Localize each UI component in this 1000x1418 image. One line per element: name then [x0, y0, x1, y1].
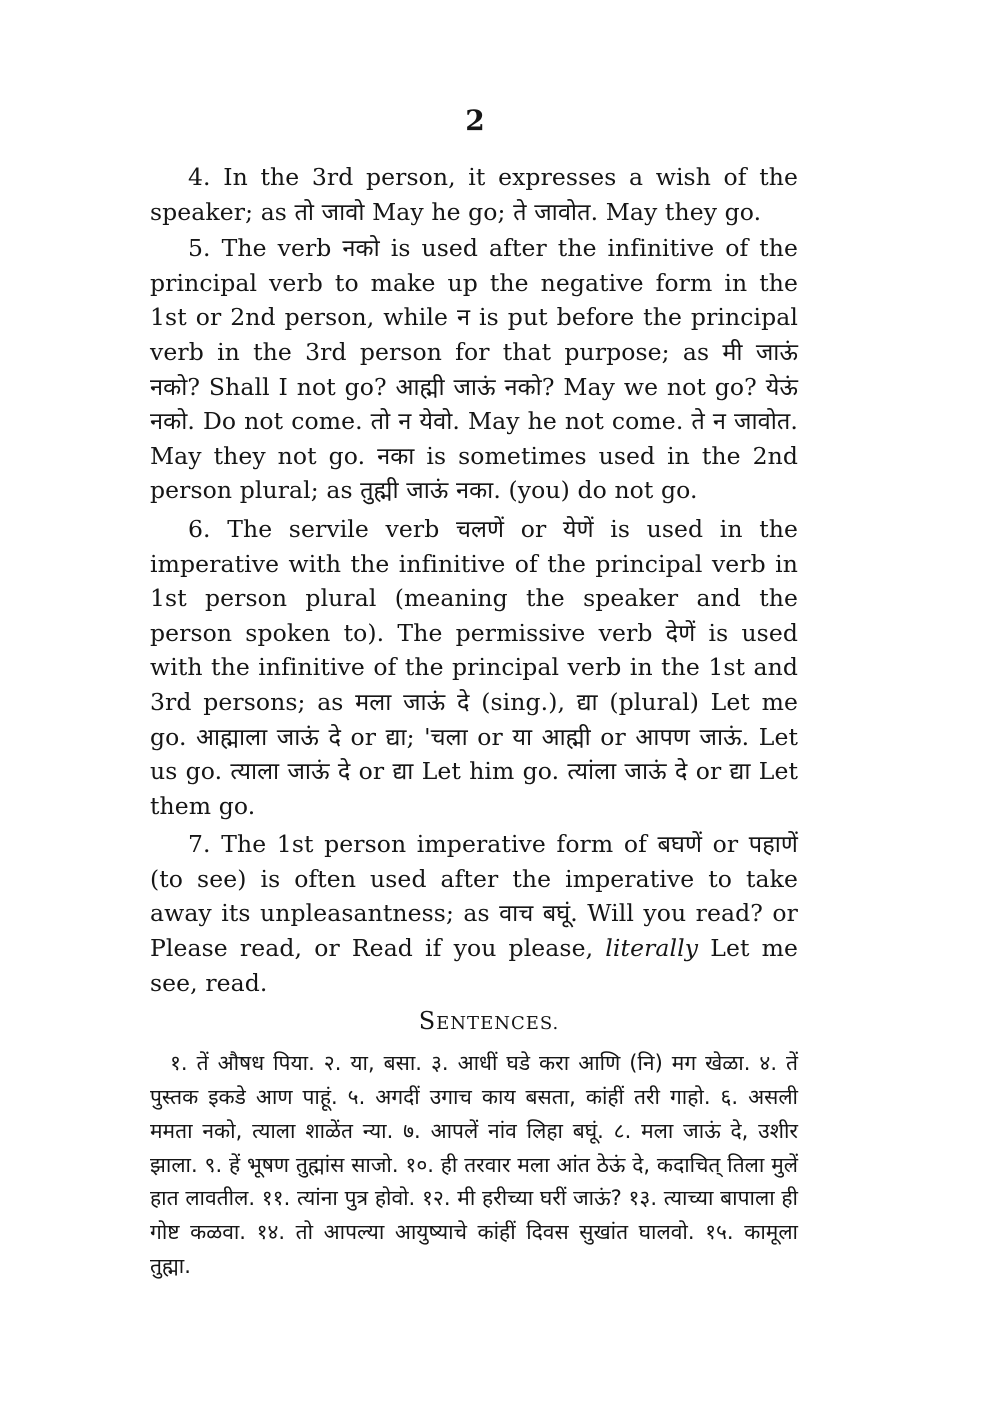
- page-number: 2: [465, 104, 485, 137]
- paragraph-6: 6. The servile verb चलणें or येणें is used in the imperative with the infinitive of the principal verb in 1st person plural (meaning the speaker and the person spoken to). The permissive verb देणें is used with the infinitive of the principal verb in the 1st and 3rd persons; as मला जाऊं दे (sing.), द्या (plural) Let me go. आह्माला जाऊं दे or द्या; 'चला or या आह्मी or आपण जाऊं. Let us go. त्याला जाऊं दे or द्या Let him go. त्यांला जाऊं दे or द्या Let them go.: [150, 514, 798, 820]
- paragraph-7-tail: Let me see, read.: [150, 934, 799, 997]
- marathi-sentences: १. तें औषध पिया. २. या, बसा. ३. आधीं घडे करा आणि (नि) मग खेळा. ४. तें पुस्तक इकडे आण पाहूं. ५. अगदीं उगाच काय बसता, कांहीं तरी गाहो. ६. असली ममता नको, त्याला शाळेंत न्या. ७. आपलें नांव लिहा बघूं. ८. मला जाऊं दे, उशीर झाला. ९. हें भूषण तुह्मांस साजो. १०. ही तरवार मला आंत ठेऊं दे, कदाचित् तिला मुलें हात लावतील. ११. त्यांना पुत्र होवो. १२. मी हरीच्या घरीं जाऊं? १३. त्याच्या बापाला ही गोष्ट कळवा. १४. तो आपल्या आयुष्याचे कांहीं दिवस सुखांत घालवो. १५. कामूला तुह्मा.: [150, 1051, 798, 1279]
- sentences-heading-text: SENTENCES.: [418, 1007, 560, 1036]
- paragraph-4: 4. In the 3rd person, it expresses a wish of the speaker; as तो जावो May he go; ते जावोत. May they go.: [150, 163, 798, 226]
- paragraph-7-text: 7. The 1st person imperative form of बघणें or पहाणें (to see) is often used after the imperative to take away its unpleasantness; as वाच बघूं. Will you read? or Please read, or Read if you please,: [150, 830, 798, 963]
- paragraph-7-italic: literally: [605, 934, 699, 963]
- paragraph-7: [150, 827, 798, 1000]
- sentences-heading: [150, 1004, 798, 1041]
- page-body: [150, 160, 798, 1284]
- paragraph-5: 5. The verb नको is used after the infinitive of the principal verb to make up the negative form in the 1st or 2nd person, while न is put before the principal verb in the 3rd person for that purpose; as मी जाऊं नको? Shall I not go? आह्मी जाऊं नको? May we not go? येऊं नको. Do not come. तो न येवो. May he not come. ते न जावोत. May they not go. नका is sometimes used in the 2nd person plural; as तुह्मी जाऊं नका. (you) do not go.: [150, 234, 798, 505]
